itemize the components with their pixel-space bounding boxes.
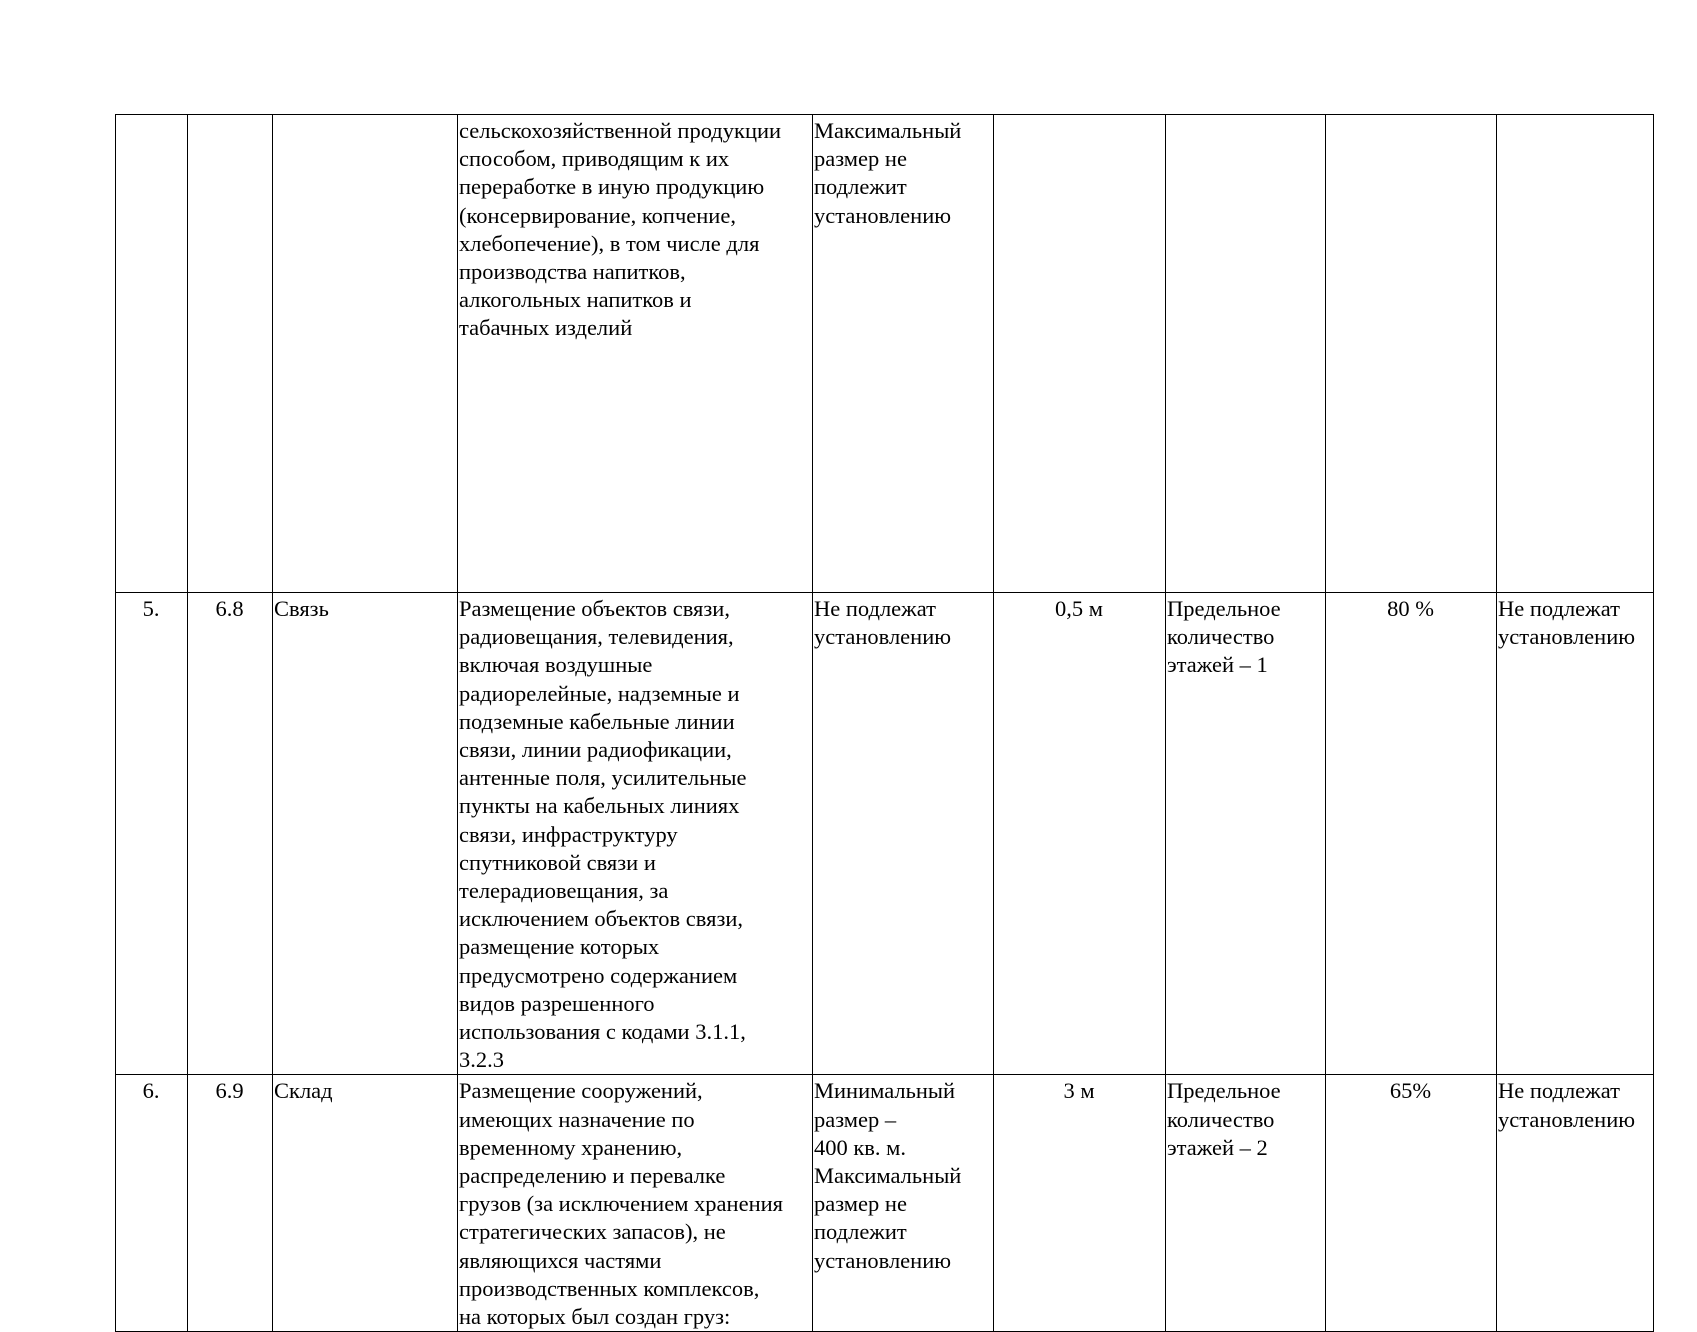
coverage-cell: 65% <box>1326 1075 1497 1332</box>
text-line: размер не <box>814 1191 907 1217</box>
text-line: радиовещания, телевидения, <box>459 624 734 650</box>
text-line: радиорелейные, надземные и <box>459 680 740 706</box>
text-line: 400 кв. м. <box>814 1134 907 1160</box>
text-line: временному хранению, <box>459 1134 683 1160</box>
text-line: грузов (за исключением хранения <box>459 1191 783 1217</box>
text-line: размещение которых <box>459 934 660 960</box>
table-row <box>116 115 1654 593</box>
use-description-cell <box>458 115 813 593</box>
text-line: производственных комплексов, <box>459 1275 760 1301</box>
text-line: Максимальный <box>814 118 962 143</box>
use-description-cell <box>458 593 813 1075</box>
row-number-cell: 6. <box>116 1075 188 1332</box>
text-line: Размещение объектов связи, <box>459 596 730 621</box>
text-line: этажей – 1 <box>1167 652 1268 678</box>
text-line: Минимальный <box>814 1078 956 1104</box>
text-line: установлению <box>1498 1106 1636 1132</box>
text-line: имеющих назначение по <box>459 1106 695 1132</box>
text-line: размер – <box>814 1106 897 1132</box>
text-line: установлению <box>814 624 952 650</box>
text-line: Максимальный <box>814 1163 962 1189</box>
use-name-cell: Склад <box>273 1075 458 1332</box>
other-params-cell <box>1497 1075 1654 1332</box>
setback-cell: 0,5 м <box>994 593 1166 1075</box>
text-line: 3.2.3 <box>459 1047 504 1073</box>
text-line: установлению <box>814 202 952 228</box>
setback-cell: 3 м <box>994 1075 1166 1332</box>
text-line: связи, инфраструктуру <box>459 821 678 847</box>
text-line: использования с кодами 3.1.1, <box>459 1019 746 1045</box>
floors-cell <box>1166 1075 1326 1332</box>
text-line: Предельное <box>1167 1078 1281 1104</box>
text-line: пункты на кабельных линиях <box>459 793 740 819</box>
text-line: способом, приводящим к их <box>459 146 730 172</box>
text-line: установлению <box>1498 624 1636 650</box>
text-line: этажей – 2 <box>1167 1134 1268 1160</box>
text-line: переработке в иную продукцию <box>459 174 765 200</box>
area-size-cell <box>813 593 994 1075</box>
text-line: исключением объектов связи, <box>459 906 744 932</box>
text-line: Предельное <box>1167 596 1281 621</box>
text-line: количество <box>1167 1106 1275 1132</box>
text-line: (консервирование, копчение, <box>459 202 736 228</box>
text-line: Не подлежат <box>814 596 936 621</box>
text-line: табачных изделий <box>459 315 633 341</box>
other-params-cell <box>1497 593 1654 1075</box>
text-line: хлебопечение), в том числе для <box>459 230 760 256</box>
text-line: предусмотрено содержанием <box>459 962 738 988</box>
floors-cell <box>1166 115 1326 593</box>
text-line: сельскохозяйственной продукции <box>459 118 782 143</box>
other-params-cell <box>1497 115 1654 593</box>
text-line: спутниковой связи и <box>459 849 656 875</box>
text-line: являющихся частями <box>459 1247 662 1273</box>
row-number-cell: 5. <box>116 593 188 1075</box>
text-line: алкогольных напитков и <box>459 287 692 313</box>
text-line: телерадиовещания, за <box>459 878 669 904</box>
use-name-cell: Связь <box>273 593 458 1075</box>
text-line: Не подлежат <box>1498 1078 1620 1104</box>
use-code-cell: 6.9 <box>188 1075 273 1332</box>
text-line: количество <box>1167 624 1275 650</box>
use-description-cell <box>458 1075 813 1332</box>
use-name-cell <box>273 115 458 593</box>
regulations-table <box>115 114 1654 1332</box>
table-row <box>116 1075 1654 1332</box>
use-code-cell <box>188 115 273 593</box>
text-line: распределению и перевалке <box>459 1163 726 1189</box>
text-line: подземные кабельные линии <box>459 708 735 734</box>
area-size-cell <box>813 1075 994 1332</box>
text-line: производства напитков, <box>459 259 686 285</box>
table-row <box>116 593 1654 1075</box>
setback-cell <box>994 115 1166 593</box>
text-line: связи, линии радиофикации, <box>459 737 732 763</box>
text-line: установлению <box>814 1247 952 1273</box>
text-line: подлежит <box>814 174 907 200</box>
floors-cell <box>1166 593 1326 1075</box>
coverage-cell: 80 % <box>1326 593 1497 1075</box>
text-line: Размещение сооружений, <box>459 1078 703 1104</box>
text-line: подлежит <box>814 1219 907 1245</box>
use-code-cell: 6.8 <box>188 593 273 1075</box>
text-line: включая воздушные <box>459 652 653 678</box>
text-line: антенные поля, усилительные <box>459 765 747 791</box>
text-line: на которых был создан груз: <box>459 1304 731 1330</box>
area-size-cell <box>813 115 994 593</box>
row-number-cell <box>116 115 188 593</box>
coverage-cell <box>1326 115 1497 593</box>
text-line: видов разрешенного <box>459 990 655 1016</box>
text-line: стратегических запасов), не <box>459 1219 726 1245</box>
text-line: размер не <box>814 146 907 172</box>
text-line: Не подлежат <box>1498 596 1620 621</box>
